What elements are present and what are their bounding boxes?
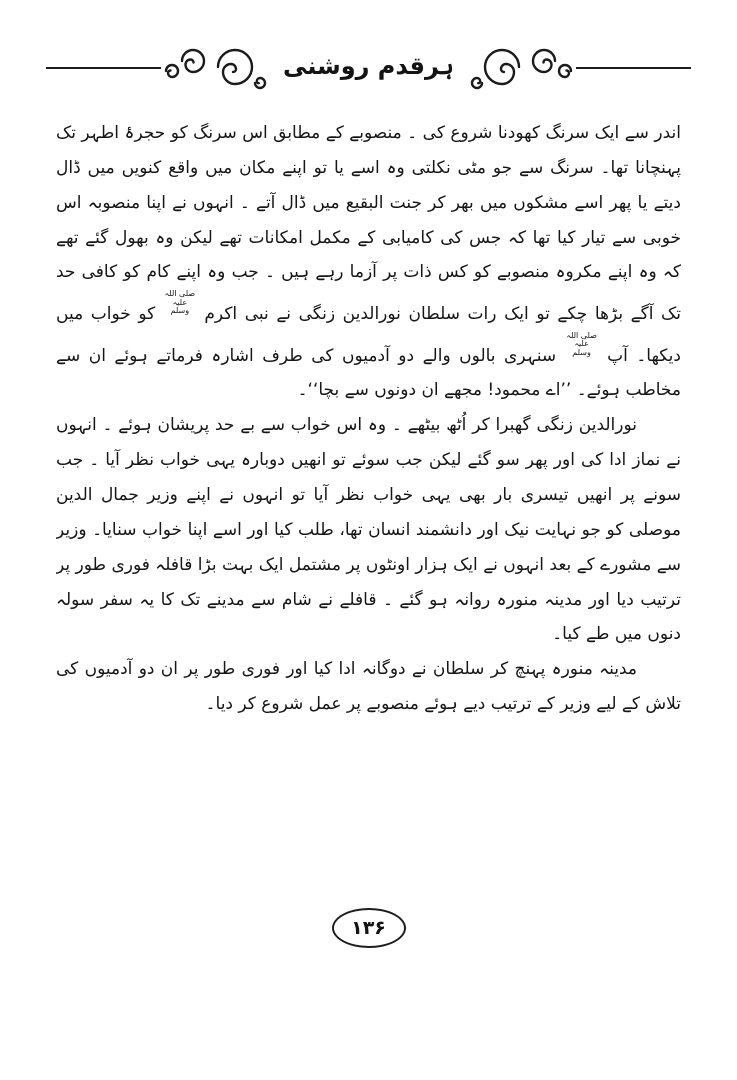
page-number: ۱۳۶ (351, 917, 386, 939)
paragraph: نورالدین زنگی گھبرا کر اُٹھ بیٹھے ۔ وہ اس خواب سے بے حد پریشان ہوئے ۔ انہوں نے نماز ادا کی اور پھر سو گئے لیکن جب سوئے تو انھیں دوبارہ یہی خواب نظر آیا ۔ جب سونے پر انھیں تیسری بار بھی یہی خواب نظر آیا تو انہوں نے اپنے وزیر جمال الدین موصلی کو جو نہایت نیک اور دانشمند انسان تھا، طلب کیا اور اسے اپنا خواب سنایا۔ وزیر سے مشورے کے بعد انہوں نے ایک ہزار اونٹوں پر مشتمل ایک بہت بڑا قافلہ فوری طور پر ترتیب دیا اور مدینہ منورہ روانہ ہو گئے ۔ قافلے نے شام سے مدینے تک کا یہ سفر سولہ دنوں میں طے کیا۔ (56, 415, 681, 645)
header-rule-left (46, 67, 161, 69)
page-number-badge (332, 908, 406, 948)
text-body (56, 116, 681, 722)
paragraph: اندر سے ایک سرنگ کھودنا شروع کی ۔ منصوبے کے مطابق اس سرنگ کو حجرۂ اطہر تک پہنچانا تھا۔ سرنگ سے جو مٹی نکلتی وہ اسے یا تو اپنے مکان میں واقع کنویں میں ڈال دیتے یا پھر اسے مشکوں میں بھر کر جنت البقیع میں ڈال آتے ۔ انہوں نے اپنا منصوبہ اس خوبی سے تیار کیا تھا کہ جس کی کامیابی کے مکمل امکانات تھے لیکن وہ بھول گئے تھے کہ وہ اپنے مکروہ منصوبے کو کس ذات پر آزما رہے ہیں ۔ جب وہ اپنے کام کو کافی حد تک آگے بڑھا چکے تو ایک رات سلطان نورالدین زنگی نے نبی اکرم صلی اللہ علیہ وسلم کو خواب میں دیکھا۔ آپ صلی اللہ علیہ وسلم سنہری بالوں والے دو آدمیوں کی طرف اشارہ فرماتے ہوئے ان سے مخاطب ہوئے۔ ’’اے محمود! مجھے ان دونوں سے بچا‘‘۔ (56, 123, 681, 401)
header-rule-right (576, 67, 691, 69)
saw-honorific-ligature: صلی اللہ علیہ وسلم (164, 289, 196, 315)
scroll-flourish-right-icon (462, 39, 574, 93)
chapter-header (46, 38, 691, 94)
saw-honorific-ligature: صلی اللہ علیہ وسلم (566, 330, 597, 357)
page-title: ہرقدم روشنی (283, 52, 454, 80)
paragraph: مدینہ منورہ پہنچ کر سلطان نے دوگانہ ادا کیا اور فوری طور پر ان دو آدمیوں کی تلاش کے لیے وزیر کے ترتیب دیے ہوئے منصوبے پر عمل شروع کر دیا۔ (56, 659, 681, 715)
scroll-flourish-left-icon (163, 39, 275, 93)
